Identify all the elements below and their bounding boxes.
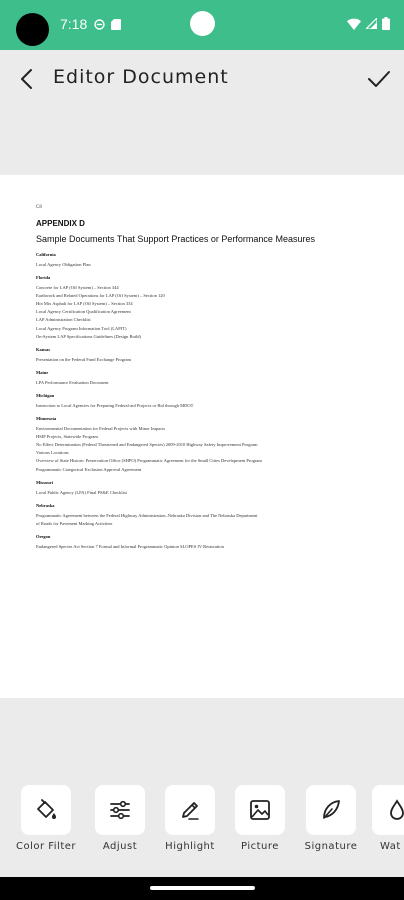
picture-tool-label: Picture (241, 841, 279, 852)
highlight-tool-label: Highlight (165, 841, 215, 852)
watermark-tool[interactable] (372, 785, 404, 852)
highlight-tool-box (165, 785, 215, 835)
document-list-item: No Effect Determination (Federal Threatened and Endangered Species) 2009-2010 Highway Safety Improvement Program (36, 442, 258, 448)
document-list-item: Programmatic Agreement between the Federal Highway Administration–Nebraska Division and The Nebraska Department (36, 512, 258, 518)
page-title: Editor Document (53, 66, 229, 88)
highlight-tool[interactable] (159, 785, 221, 852)
watermark-icon (384, 797, 404, 823)
document-list-item: Local Agency Program Information Tool (LAPIT) (36, 325, 127, 331)
document-section-heading: Oregon (36, 533, 51, 539)
color-filter-tool-box (21, 785, 71, 835)
document-subtitle: Sample Documents That Support Practices or Performance Measures (36, 234, 315, 244)
dnd-icon (94, 19, 105, 30)
document-section-heading: Nebraska (36, 502, 55, 508)
document-section (36, 480, 404, 497)
document-list-item: Overview of State Historic Preservation Office (SHPO) Programmatic Agreement for the Small Cities Development Program (36, 458, 262, 464)
document-list-item: Local Agency Obligation Plan (36, 262, 91, 267)
document-section (36, 347, 404, 364)
document-appendix-heading: APPENDIX D (36, 219, 85, 228)
document-list-item: HSIP Projects, Statewide Program (36, 434, 98, 440)
adjust-tool[interactable] (89, 785, 151, 852)
document-list-item: Concrete for LAP (Off System) – Section 344 (36, 285, 119, 291)
document-list-item: Various Locations (36, 450, 69, 456)
document-list-item: LPA Performance Evaluation Document (36, 379, 109, 385)
picture-tool-box (235, 785, 285, 835)
document-page-number: C8 (36, 205, 42, 210)
sliders-icon (107, 797, 133, 823)
document-list-item: of Roads for Pavement Marking Activities (36, 520, 113, 526)
image-icon (247, 797, 273, 823)
document-section-heading: Florida (36, 275, 51, 281)
document-section (36, 503, 404, 528)
check-icon (366, 66, 392, 92)
signature-tool-label: Signature (304, 841, 358, 852)
document-section (36, 275, 404, 341)
picture-tool[interactable] (229, 785, 291, 852)
document-section (36, 252, 404, 269)
watermark-tool-box (372, 785, 404, 835)
document-list-item: Environmental Documentation for Federal Projects with Minor Impacts (36, 426, 166, 432)
navigation-bar (0, 877, 404, 900)
document-section-heading: Missouri (36, 479, 54, 485)
document-section (36, 393, 404, 410)
adjust-tool-box (95, 785, 145, 835)
document-section-heading: Michigan (36, 392, 55, 398)
document-sections (36, 252, 404, 551)
editor-tools-bar (0, 785, 404, 860)
document-section-heading: Maine (36, 369, 49, 375)
sd-card-icon (111, 19, 121, 30)
adjust-tool-label: Adjust (102, 841, 138, 852)
camera-cutout (16, 13, 49, 46)
confirm-button[interactable] (366, 66, 392, 92)
status-bar (0, 0, 404, 50)
document-list-item: Programmatic Categorical Exclusion Approval Agreement (36, 466, 142, 472)
editor-header (0, 50, 404, 108)
pencil-icon (177, 797, 203, 823)
arrow-left-icon (14, 66, 40, 92)
document-list-item: Local Public Agency (LPA) Final PS&E Checklist (36, 489, 127, 495)
back-button[interactable] (14, 66, 40, 92)
signature-tool[interactable] (300, 785, 362, 852)
wifi-icon (347, 18, 361, 30)
document-list-item: Endangered Species Act Section 7 Formal and Informal Programmatic Opinion SLOPES IV Restoration (36, 543, 224, 549)
document-section (36, 534, 404, 551)
document-section-heading: Kansas (36, 346, 51, 352)
quill-icon (318, 797, 344, 823)
document-list-item: Earthwork and Related Operations for LAP (Off System) – Section 120 (36, 293, 165, 299)
document-section-heading: Minnesota (36, 416, 57, 422)
paint-bucket-icon (33, 797, 59, 823)
document-list-item: Local Agency Certification Qualification Agreement (36, 309, 131, 315)
document-list-item: Presentation on the Federal Fund Exchange Program (36, 356, 131, 362)
battery-icon (382, 17, 390, 30)
status-notification-icons (94, 19, 121, 30)
status-system-icons (347, 17, 390, 30)
document-list-item: Instruction to Local Agencies for Preparing Federal-aid Projects or Bid through MDOT (36, 402, 194, 408)
color-filter-tool-label: Color Filter (15, 841, 77, 852)
document-section (36, 416, 404, 474)
status-time: 7:18 (60, 16, 88, 32)
color-filter-tool[interactable] (15, 785, 77, 852)
watermark-tool-label: Wat (380, 841, 401, 852)
document-section-heading: California (36, 252, 56, 257)
document-section (36, 370, 404, 387)
document-list-item: Hot Mix Asphalt for LAP (Off System) – Section 334 (36, 301, 133, 307)
document-page[interactable] (0, 175, 404, 698)
front-camera-dot (190, 11, 215, 36)
document-list-item: On-System LAP Specifications Guidelines (Design Build) (36, 333, 141, 339)
home-indicator[interactable] (150, 886, 255, 890)
signature-tool-box (306, 785, 356, 835)
document-list-item: LAP Administration Checklist (36, 317, 91, 323)
signal-icon (366, 18, 377, 29)
